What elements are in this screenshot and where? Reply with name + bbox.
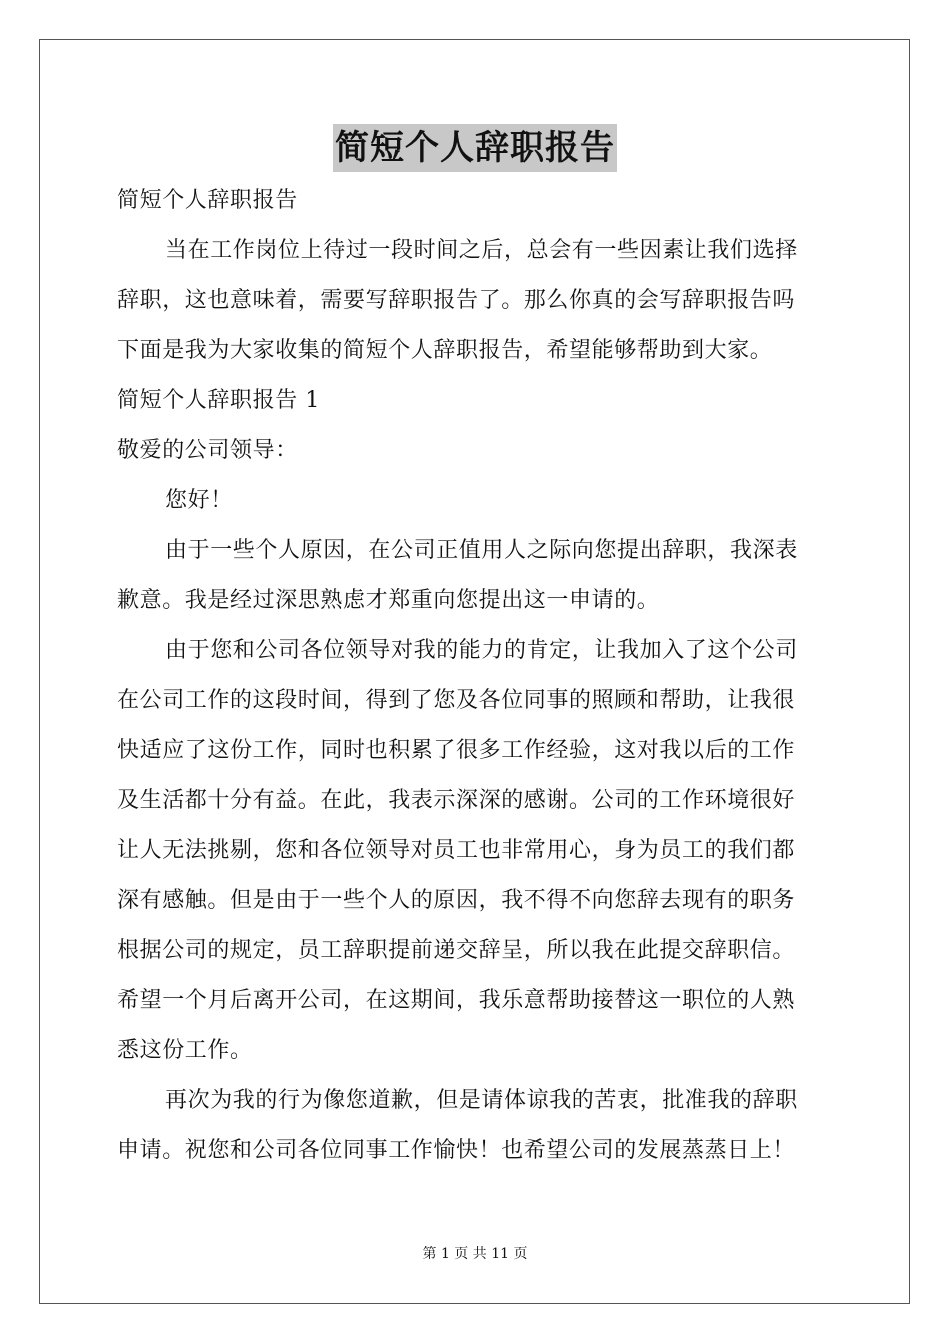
text-line: 下面是我为大家收集的简短个人辞职报告，希望能够帮助到大家。 [117,338,773,363]
text-line: 敬爱的公司领导： [117,438,298,463]
text-line: 悉这份工作。 [117,1038,253,1063]
text-line: 在公司工作的这段时间，得到了您及各位同事的照顾和帮助，让我很 [117,688,796,713]
text-line: 再次为我的行为像您道歉，但是请体谅我的苦衷，批准我的辞职 [165,1088,798,1113]
text-line: 由于一些个人原因，在公司正值用人之际向您提出辞职，我深表 [165,538,798,563]
text-line: 歉意。我是经过深思熟虑才郑重向您提出这一申请的。 [117,588,660,613]
text-line: 快适应了这份工作，同时也积累了很多工作经验，这对我以后的工作 [117,738,796,763]
page-footer: 第 1 页 共 11 页 [422,1246,528,1262]
document-title: 简短个人辞职报告 [333,124,617,172]
text-line: 当在工作岗位上待过一段时间之后，总会有一些因素让我们选择 [165,238,798,263]
text-line: 辞职，这也意味着，需要写辞职报告了。那么你真的会写辞职报告吗 [117,288,796,313]
text-line: 希望一个月后离开公司，在这期间，我乐意帮助接替这一职位的人熟 [117,988,796,1013]
text-line: 简短个人辞职报告 1 [117,388,320,413]
text-line: 深有感触。但是由于一些个人的原因，我不得不向您辞去现有的职务 [117,888,796,913]
text-line: 您好！ [165,488,233,513]
text-line: 简短个人辞职报告 [117,188,298,213]
text-line: 根据公司的规定，员工辞职提前递交辞呈，所以我在此提交辞职信。 [117,938,796,963]
text-line: 及生活都十分有益。在此，我表示深深的感谢。公司的工作环境很好 [117,788,796,813]
text-line: 由于您和公司各位领导对我的能力的肯定，让我加入了这个公司 [165,638,798,663]
document-body [117,176,833,1176]
title-container [0,124,950,172]
text-line: 申请。祝您和公司各位同事工作愉快！也希望公司的发展蒸蒸日上！ [117,1138,796,1163]
text-line: 让人无法挑剔，您和各位领导对员工也非常用心，身为员工的我们都 [117,838,796,863]
